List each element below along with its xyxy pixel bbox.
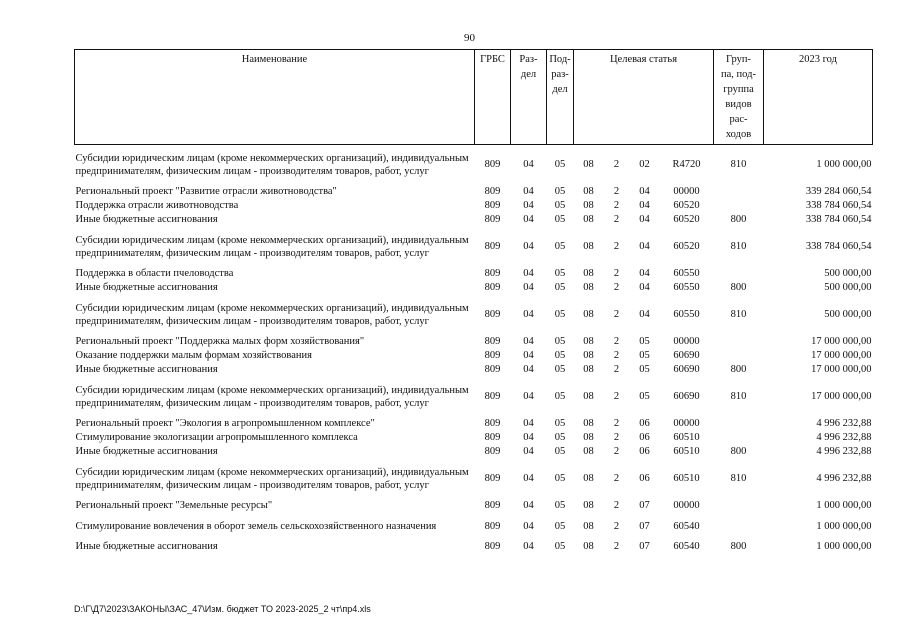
row-grbs: 809 — [484, 214, 501, 226]
row-target-event: 05 — [639, 391, 650, 403]
row-expense-group — [714, 499, 764, 513]
row-amount: 338 784 060,54 — [805, 200, 872, 212]
file-path-footer: D:\Г\Д7\2023\ЗАКОНЫ\ЗАС_47\Изм. бюджет ТО 2023-2025_2 чт\пр4.xls — [74, 604, 371, 614]
row-target-direction: 60540 — [673, 541, 700, 553]
row-target-program: 08 — [583, 500, 594, 512]
row-grbs: 809 — [484, 200, 501, 212]
row-grbs: 809 — [484, 473, 501, 485]
row-name: Региональный проект "Экология в агропромышленном комплексе" — [75, 418, 375, 430]
row-target-direction: 60510 — [673, 473, 700, 485]
row-razdel: 04 — [523, 541, 534, 553]
row-name: Иные бюджетные ассигнования — [75, 446, 218, 458]
table-row — [75, 267, 873, 281]
row-target-program: 08 — [583, 200, 594, 212]
row-target-direction: 60520 — [673, 200, 700, 212]
row-grbs: 809 — [484, 282, 501, 294]
row-target-event: 04 — [639, 214, 650, 226]
row-target-direction: 60510 — [673, 432, 700, 444]
row-target-program: 08 — [583, 391, 594, 403]
row-razdel: 04 — [523, 432, 534, 444]
row-expense-group: 810 — [730, 309, 747, 321]
row-razdel: 04 — [523, 214, 534, 226]
row-target-type: 2 — [613, 364, 620, 376]
table-row — [75, 499, 873, 513]
row-target-program: 08 — [583, 364, 594, 376]
row-target-event: 05 — [639, 336, 650, 348]
row-target-program: 08 — [583, 350, 594, 362]
row-target-program: 08 — [583, 520, 594, 532]
header-razdel — [511, 50, 547, 145]
row-podrazdel: 05 — [554, 364, 566, 376]
table-row — [75, 349, 873, 363]
row-grbs: 809 — [484, 364, 501, 376]
row-expense-group — [714, 335, 764, 349]
row-target-type: 2 — [613, 336, 620, 348]
row-podrazdel: 05 — [554, 446, 566, 458]
row-razdel: 04 — [523, 350, 534, 362]
row-expense-group — [714, 267, 764, 281]
row-podrazdel: 05 — [554, 336, 566, 348]
row-target-type: 2 — [613, 432, 620, 444]
row-razdel: 04 — [523, 391, 534, 403]
row-podrazdel: 05 — [554, 282, 566, 294]
row-target-program: 08 — [583, 446, 594, 458]
row-target-type: 2 — [613, 350, 620, 362]
row-target-direction: 00000 — [673, 336, 700, 348]
row-expense-group — [714, 417, 764, 431]
row-target-program: 08 — [583, 473, 594, 485]
row-target-type: 2 — [613, 391, 620, 403]
row-expense-group — [714, 185, 764, 199]
row-target-direction: 60690 — [673, 350, 700, 362]
row-expense-group: 800 — [730, 364, 747, 376]
row-amount: 4 996 232,88 — [816, 446, 872, 458]
header-group-line: видов — [725, 99, 752, 110]
row-name: Оказание поддержки малым формам хозяйствования — [75, 350, 312, 362]
row-razdel: 04 — [523, 336, 534, 348]
row-target-event: 07 — [639, 541, 650, 553]
row-target-type: 2 — [613, 520, 620, 532]
row-razdel: 04 — [523, 473, 534, 485]
header-podrazdel-line: Под- — [549, 54, 571, 65]
table-row — [75, 417, 873, 431]
row-name: Иные бюджетные ассигнования — [75, 364, 218, 376]
row-expense-group: 810 — [730, 473, 747, 485]
table-row — [75, 377, 873, 417]
row-target-event: 04 — [639, 186, 650, 198]
row-target-direction: 60690 — [673, 364, 700, 376]
row-target-type: 2 — [613, 500, 620, 512]
row-name: Региональный проект "Поддержка малых форм хозяйствования" — [75, 336, 365, 348]
row-amount: 1 000 000,00 — [816, 500, 872, 512]
row-target-program: 08 — [583, 186, 594, 198]
row-podrazdel: 05 — [554, 500, 566, 512]
row-target-event: 06 — [639, 446, 650, 458]
row-target-program: 08 — [583, 309, 594, 321]
row-amount: 17 000 000,00 — [811, 364, 872, 376]
row-target-direction: 60690 — [673, 391, 700, 403]
row-razdel: 04 — [523, 282, 534, 294]
row-expense-group: 800 — [730, 541, 747, 553]
row-name: Региональный проект "Развитие отрасли животноводства" — [75, 186, 337, 198]
row-razdel: 04 — [523, 520, 534, 532]
header-grbs: ГРБС — [475, 50, 511, 145]
row-razdel: 04 — [523, 364, 534, 376]
header-podrazdel-line: раз- — [551, 69, 569, 80]
page-number: 90 — [464, 32, 475, 44]
row-target-direction: 60540 — [673, 520, 700, 532]
row-target-event: 07 — [639, 500, 650, 512]
header-year: 2023 год — [764, 50, 873, 145]
row-razdel: 04 — [523, 418, 534, 430]
row-grbs: 809 — [484, 391, 501, 403]
table-row — [75, 185, 873, 199]
row-target-type: 2 — [613, 282, 620, 294]
table-row — [75, 295, 873, 335]
row-target-type: 2 — [613, 473, 620, 485]
row-amount: 1 000 000,00 — [816, 520, 872, 532]
row-grbs: 809 — [484, 336, 501, 348]
row-razdel: 04 — [523, 268, 534, 280]
table-row — [75, 199, 873, 213]
row-target-direction: 00000 — [673, 500, 700, 512]
row-amount: 17 000 000,00 — [811, 391, 872, 403]
table-row — [75, 459, 873, 499]
row-podrazdel: 05 — [554, 391, 566, 403]
row-grbs: 809 — [484, 520, 501, 532]
table-row — [75, 145, 873, 186]
row-name: Субсидии юридическим лицам (кроме некоммерческих организаций), индивидуальным предпринимателям, физическим лицам - производителям товаров, работ, услуг — [75, 302, 469, 327]
row-razdel: 04 — [523, 446, 534, 458]
row-target-direction: 60550 — [673, 282, 700, 294]
row-name: Региональный проект "Земельные ресурсы" — [75, 500, 273, 512]
table-row — [75, 363, 873, 377]
row-razdel: 04 — [523, 309, 534, 321]
row-expense-group: 810 — [730, 241, 747, 253]
row-name: Иные бюджетные ассигнования — [75, 214, 218, 226]
row-podrazdel: 05 — [554, 432, 566, 444]
row-target-type: 2 — [613, 418, 620, 430]
row-grbs: 809 — [484, 500, 501, 512]
row-target-event: 04 — [639, 200, 650, 212]
row-grbs: 809 — [484, 432, 501, 444]
row-name: Иные бюджетные ассигнования — [75, 541, 218, 553]
table-row — [75, 431, 873, 445]
row-target-type: 2 — [613, 200, 620, 212]
row-razdel: 04 — [523, 200, 534, 212]
row-podrazdel: 05 — [554, 418, 566, 430]
row-amount: 4 996 232,88 — [816, 418, 872, 430]
row-podrazdel: 05 — [554, 186, 566, 198]
row-target-event: 06 — [639, 418, 650, 430]
row-target-program: 08 — [583, 282, 594, 294]
row-name: Поддержка отрасли животноводства — [75, 200, 239, 212]
header-group-line: ходов — [725, 129, 752, 140]
row-grbs: 809 — [484, 186, 501, 198]
row-grbs: 809 — [484, 446, 501, 458]
table-row — [75, 513, 873, 540]
row-target-type: 2 — [613, 159, 620, 171]
row-razdel: 04 — [523, 241, 534, 253]
row-target-direction: 00000 — [673, 418, 700, 430]
row-amount: 500 000,00 — [824, 282, 872, 294]
row-target-direction: 60550 — [673, 309, 700, 321]
table-row — [75, 281, 873, 295]
row-expense-group: 810 — [730, 159, 747, 171]
row-expense-group — [714, 349, 764, 363]
row-name: Субсидии юридическим лицам (кроме некоммерческих организаций), индивидуальным предпринимателям, физическим лицам - производителям товаров, работ, услуг — [75, 384, 469, 409]
row-name: Поддержка в области пчеловодства — [75, 268, 234, 280]
row-podrazdel: 05 — [554, 350, 566, 362]
row-podrazdel: 05 — [554, 520, 566, 532]
row-target-program: 08 — [583, 541, 594, 553]
row-amount: 338 784 060,54 — [805, 214, 872, 226]
row-expense-group: 800 — [730, 282, 747, 294]
row-amount: 1 000 000,00 — [816, 159, 872, 171]
row-target-event: 02 — [639, 159, 650, 171]
row-target-direction: 00000 — [673, 186, 700, 198]
header-group-line: па, под- — [721, 69, 756, 80]
row-expense-group — [714, 199, 764, 213]
row-amount: 4 996 232,88 — [816, 473, 872, 485]
row-expense-group: 800 — [730, 214, 747, 226]
row-target-program: 08 — [583, 418, 594, 430]
row-target-direction: 60520 — [673, 214, 700, 226]
row-target-type: 2 — [613, 214, 620, 226]
row-grbs: 809 — [484, 241, 501, 253]
row-target-event: 04 — [639, 268, 650, 280]
row-target-direction: 60510 — [673, 446, 700, 458]
row-target-type: 2 — [613, 268, 620, 280]
header-razdel-line: Раз- — [519, 54, 538, 65]
row-target-direction: R4720 — [672, 159, 701, 171]
row-expense-group — [714, 513, 764, 540]
row-target-program: 08 — [583, 432, 594, 444]
row-amount: 500 000,00 — [824, 268, 872, 280]
table-header — [75, 50, 873, 145]
row-grbs: 809 — [484, 350, 501, 362]
row-target-event: 05 — [639, 350, 650, 362]
header-podrazdel — [547, 50, 574, 145]
row-target-event: 04 — [639, 282, 650, 294]
row-grbs: 809 — [484, 309, 501, 321]
row-expense-group — [714, 431, 764, 445]
row-grbs: 809 — [484, 159, 501, 171]
header-podrazdel-line: дел — [552, 84, 568, 95]
row-target-program: 08 — [583, 268, 594, 280]
row-target-type: 2 — [613, 541, 620, 553]
row-target-type: 2 — [613, 309, 620, 321]
header-group-line: рас- — [729, 114, 748, 125]
row-name: Субсидии юридическим лицам (кроме некоммерческих организаций), индивидуальным предпринимателям, физическим лицам - производителям товаров, работ, услуг — [75, 466, 469, 491]
table-row — [75, 540, 873, 554]
row-name: Субсидии юридическим лицам (кроме некоммерческих организаций), индивидуальным предпринимателям, физическим лицам - производителям товаров, работ, услуг — [75, 152, 469, 177]
row-podrazdel: 05 — [554, 200, 566, 212]
table-row — [75, 335, 873, 349]
header-group-line: группа — [723, 84, 754, 95]
row-target-program: 08 — [583, 159, 594, 171]
row-target-direction: 60520 — [673, 241, 700, 253]
row-amount: 17 000 000,00 — [811, 350, 872, 362]
row-target-event: 06 — [639, 432, 650, 444]
row-target-type: 2 — [613, 241, 620, 253]
row-razdel: 04 — [523, 159, 534, 171]
row-expense-group: 810 — [730, 391, 747, 403]
row-razdel: 04 — [523, 186, 534, 198]
row-amount: 500 000,00 — [824, 309, 872, 321]
row-razdel: 04 — [523, 500, 534, 512]
row-name: Стимулирование экологизации агропромышленного комплекса — [75, 432, 358, 444]
row-target-event: 07 — [639, 520, 650, 532]
row-target-program: 08 — [583, 336, 594, 348]
row-podrazdel: 05 — [554, 541, 566, 553]
row-target-direction: 60550 — [673, 268, 700, 280]
header-target: Целевая статья — [574, 50, 714, 145]
row-podrazdel: 05 — [554, 159, 566, 171]
row-podrazdel: 05 — [554, 473, 566, 485]
row-target-event: 06 — [639, 473, 650, 485]
header-group — [714, 50, 764, 145]
row-amount: 4 996 232,88 — [816, 432, 872, 444]
row-name: Субсидии юридическим лицам (кроме некоммерческих организаций), индивидуальным предпринимателям, физическим лицам - производителям товаров, работ, услуг — [75, 234, 469, 259]
table-row — [75, 227, 873, 267]
header-razdel-line: дел — [520, 69, 537, 80]
header-name: Наименование — [75, 50, 475, 145]
row-name: Иные бюджетные ассигнования — [75, 282, 218, 294]
table-row — [75, 213, 873, 227]
budget-table — [74, 49, 873, 554]
row-expense-group: 800 — [730, 446, 747, 458]
row-podrazdel: 05 — [554, 241, 566, 253]
row-amount: 338 784 060,54 — [805, 241, 872, 253]
row-target-type: 2 — [613, 186, 620, 198]
row-grbs: 809 — [484, 418, 501, 430]
row-target-program: 08 — [583, 241, 594, 253]
header-group-line: Груп- — [726, 54, 751, 65]
row-amount: 17 000 000,00 — [811, 336, 872, 348]
table-row — [75, 445, 873, 459]
row-amount: 339 284 060,54 — [805, 186, 872, 198]
row-podrazdel: 05 — [554, 309, 566, 321]
row-podrazdel: 05 — [554, 268, 566, 280]
row-target-event: 05 — [639, 364, 650, 376]
row-target-event: 04 — [639, 241, 650, 253]
row-grbs: 809 — [484, 268, 501, 280]
row-podrazdel: 05 — [554, 214, 566, 226]
row-target-program: 08 — [583, 214, 594, 226]
row-amount: 1 000 000,00 — [816, 541, 872, 553]
row-target-type: 2 — [613, 446, 620, 458]
row-target-event: 04 — [639, 309, 650, 321]
row-grbs: 809 — [484, 541, 501, 553]
row-name: Стимулирование вовлечения в оборот земель сельскохозяйственного назначения — [75, 520, 437, 532]
